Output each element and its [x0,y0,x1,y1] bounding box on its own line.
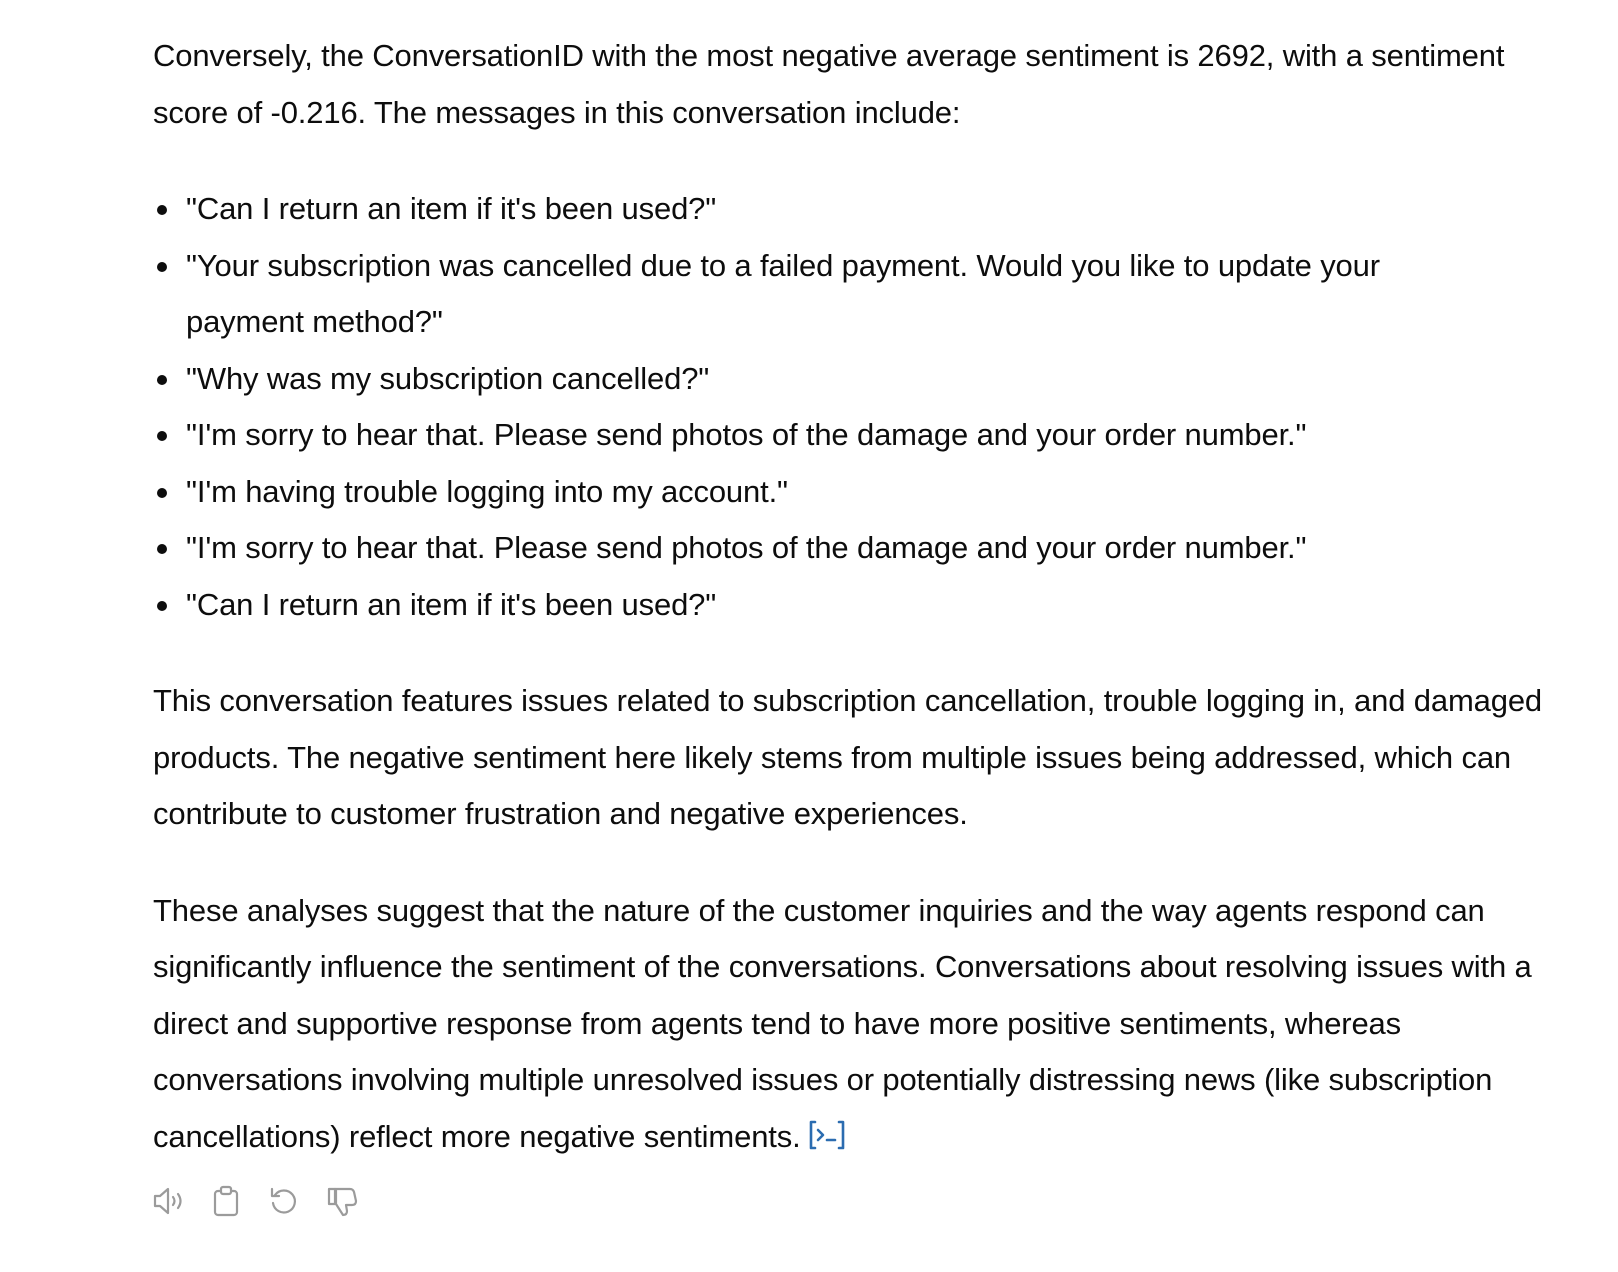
list-item: "I'm sorry to hear that. Please send photos of the damage and your order number." [153,520,1456,577]
view-analysis-icon[interactable] [807,1113,847,1145]
copy-button[interactable] [209,1184,243,1218]
refresh-icon [267,1184,301,1218]
list-item: "I'm sorry to hear that. Please send photos of the damage and your order number." [153,407,1456,464]
message-actions [151,1184,359,1218]
list-item: "Your subscription was cancelled due to a failed payment. Would you like to update your payment method?" [153,238,1456,351]
thumbs-down-icon [325,1184,359,1218]
bad-response-button[interactable] [325,1184,359,1218]
list-item: "Can I return an item if it's been used?" [153,577,1456,634]
assistant-message [153,28,1553,1165]
message-conclusion [153,883,1553,1166]
message-summary: This conversation features issues related to subscription cancellation, trouble logging in, and damaged products. The negative sentiment here likely stems from multiple issues being addressed, which can contribute to customer frustration and negative experiences. [153,683,1542,831]
message-conclusion-text: These analyses suggest that the nature of the customer inquiries and the way agents respond can significantly influence the sentiment of the conversations. Conversations about resolving issues with a direct and supportive response from agents tend to have more positive sentiments, whereas conversations involving multiple unresolved issues or potentially distressing news (like subscription cancellations) reflect more negative sentiments. [153,892,1532,1154]
message-bullet-list [153,181,1553,633]
clipboard-icon [209,1184,243,1218]
list-item: "I'm having trouble logging into my account." [153,464,1456,521]
list-item: "Can I return an item if it's been used?" [153,181,1456,238]
speaker-icon [151,1184,185,1218]
list-item: "Why was my subscription cancelled?" [153,351,1456,408]
read-aloud-button[interactable] [151,1184,185,1218]
message-intro: Conversely, the ConversationID with the most negative average sentiment is 2692, with a sentiment score of -0.216. The messages in this conversation include: [153,38,1505,130]
regenerate-button[interactable] [267,1184,301,1218]
